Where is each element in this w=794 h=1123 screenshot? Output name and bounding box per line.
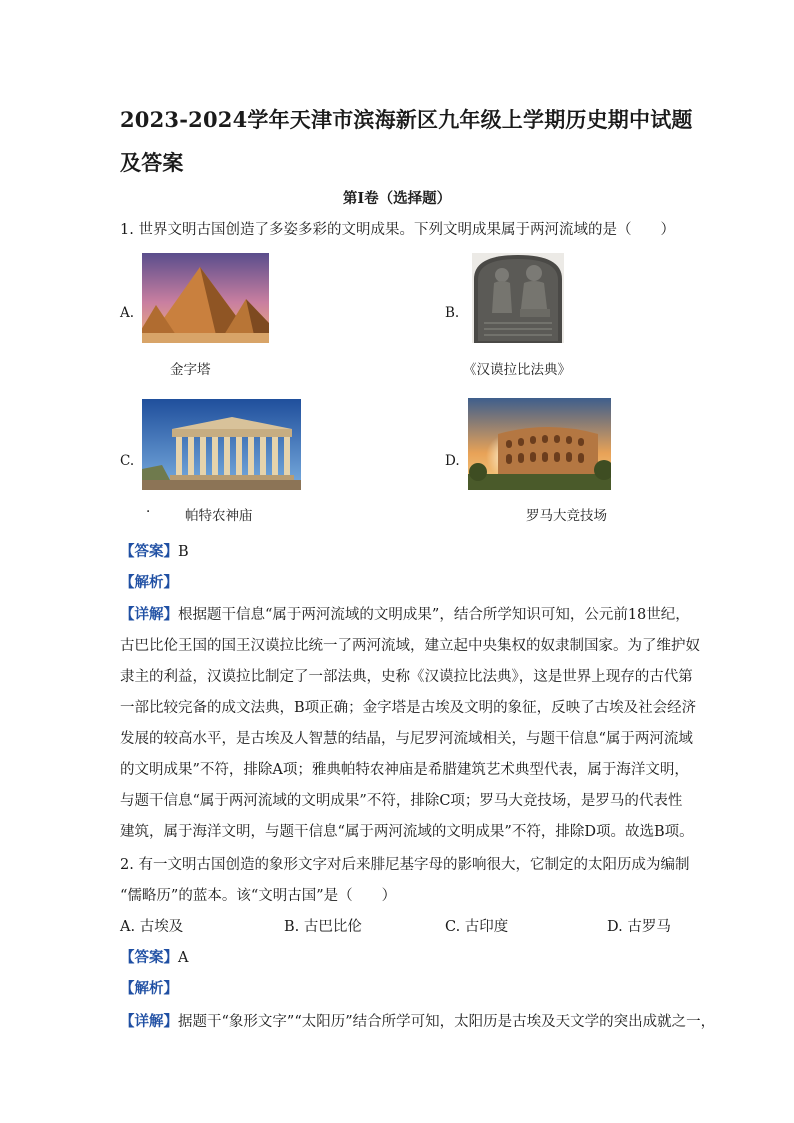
- q1-detail-line-6: 的文明成果”不符，排除A项；雅典帕特农神庙是希腊建筑艺术典型代表，属于海洋文明，: [120, 762, 689, 778]
- q2-stem-line-1: 2. 有一文明古国创造的象形文字对后来腓尼基字母的影响很大，它制定的太阳历成为编制: [120, 857, 690, 873]
- answer-value: B: [178, 544, 189, 560]
- q2-answer: [120, 946, 188, 967]
- q1-option-c-caption: 帕特农神庙: [185, 508, 253, 524]
- document-title-line1: 2023-2024学年天津市滨海新区九年级上学期历史期中试题: [120, 107, 693, 132]
- q1-answer: [120, 540, 189, 561]
- q1-detail-line-1: 【详解】根据题干信息“属于两河流域的文明成果”，结合所学知识可知，公元前18世纪，: [120, 606, 690, 623]
- q1-option-c-letter: C.: [120, 453, 135, 469]
- q1-detail-line-7: 与题干信息“属于两河流域的文明成果”不符，排除C项；罗马大竞技场，是罗马的代表性: [120, 793, 683, 809]
- q1-detail-line-5: 发展的较高水平，是古埃及人智慧的结晶，与尼罗河流域相关，与题干信息“属于两河流域: [120, 731, 693, 747]
- q1-dot: ·: [146, 504, 151, 520]
- q1-option-d-letter: D.: [445, 453, 460, 469]
- detail-tag: 【详解】: [120, 1013, 178, 1030]
- q2-option-b: B. 古巴比伦: [284, 919, 362, 935]
- pyramids-photo: [142, 253, 269, 343]
- code-of-hammurabi-stele-photo: [472, 253, 564, 343]
- answer-tag: 【答案】: [120, 543, 178, 560]
- q1-option-d-caption: 罗马大竞技场: [526, 508, 607, 524]
- q1-detail-line-2: 古巴比伦王国的国王汉谟拉比统一了两河流域，建立起中央集权的奴隶制国家。为了维护奴: [120, 638, 700, 654]
- q2-option-a: A. 古埃及: [120, 919, 184, 935]
- q1-detail-line-4: 一部比较完备的成文法典，B项正确；金字塔是古埃及文明的象征，反映了古埃及社会经济: [120, 700, 697, 716]
- detail-tag: 【详解】: [120, 606, 178, 623]
- q2-stem-line-2: “儒略历”的蓝本。该“文明古国”是（ ）: [120, 888, 397, 904]
- section-heading: 第Ⅰ卷（选择题）: [342, 190, 452, 207]
- parthenon-photo: [142, 399, 301, 490]
- q2-analysis-tag: 【解析】: [120, 980, 178, 997]
- q1-option-b-letter: B.: [445, 305, 460, 321]
- q2-option-d: D. 古罗马: [607, 919, 671, 935]
- q1-option-a-caption: 金字塔: [170, 362, 211, 378]
- answer-tag: 【答案】: [120, 949, 178, 966]
- q1-option-a-letter: A.: [120, 305, 135, 321]
- q2-detail-line-1: 【详解】据题干“象形文字”“太阳历”结合所学可知，太阳历是古埃及天文学的突出成就之一，: [120, 1013, 716, 1030]
- q1-detail-line-8: 建筑，属于海洋文明，与题干信息“属于两河流域的文明成果”不符，排除D项。故选B项。: [120, 824, 694, 840]
- q1-analysis-tag: 【解析】: [120, 574, 178, 591]
- q1-option-b-caption: 《汉谟拉比法典》: [463, 362, 571, 378]
- colosseum-photo: [468, 398, 611, 490]
- document-title-line2: 及答案: [120, 150, 184, 175]
- q1-stem: 1. 世界文明古国创造了多姿多彩的文明成果。下列文明成果属于两河流域的是（ ）: [120, 222, 675, 238]
- answer-value: A: [178, 950, 189, 966]
- q2-option-c: C. 古印度: [445, 919, 509, 935]
- q1-detail-line-3: 隶主的利益，汉谟拉比制定了一部法典，史称《汉谟拉比法典》，这是世界上现存的古代第: [120, 669, 693, 685]
